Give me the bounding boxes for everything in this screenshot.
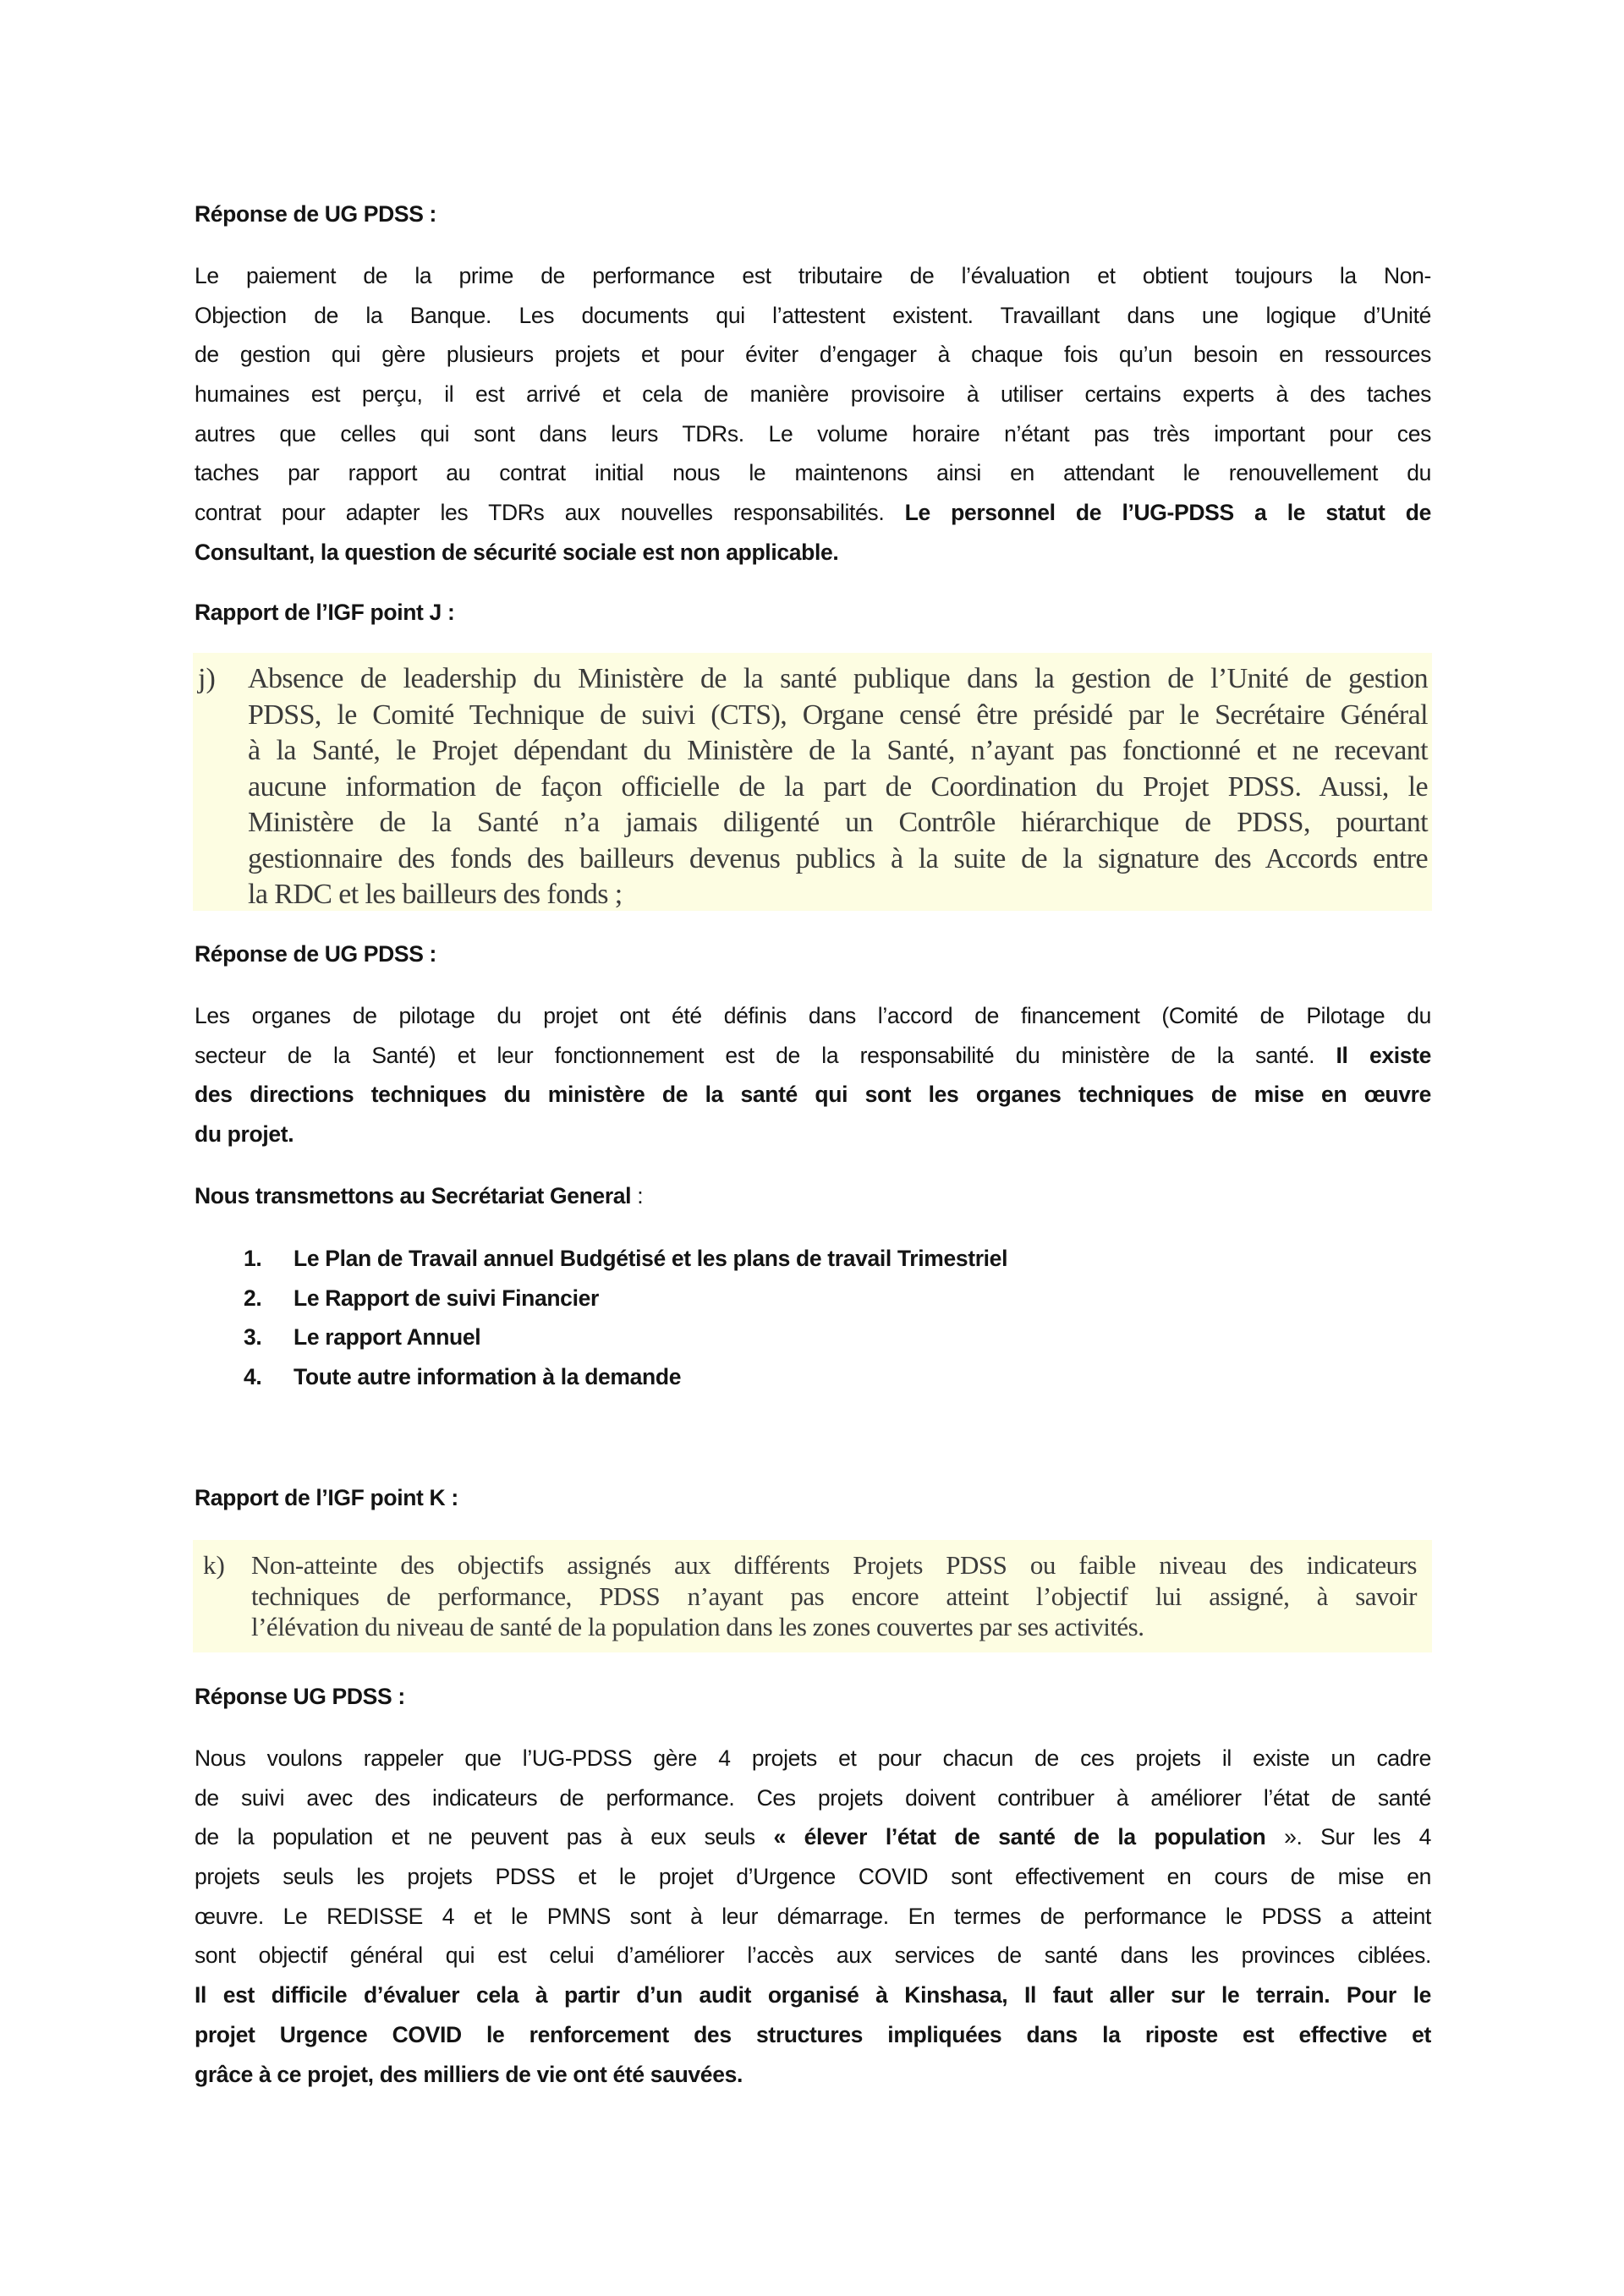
- text-line: [195, 256, 1431, 296]
- excerpt-line: Non-atteinte des objectifs assignés aux différents Projets PDSS ou faible niveau des indicateurs: [251, 1550, 1417, 1580]
- heading-response-2: Réponse de UG PDSS :: [195, 941, 437, 967]
- list-number: 3.: [244, 1324, 262, 1351]
- excerpt-line: la RDC et les bailleurs des fonds ;: [248, 879, 623, 910]
- text-line: [195, 335, 1431, 375]
- paragraph-response-2: [195, 996, 1431, 1154]
- excerpt-line: PDSS, le Comité Technique de suivi (CTS), Organe censé être présidé par le Secrétaire Général: [248, 699, 1428, 731]
- text: œuvre. Le REDISSE 4 et le PMNS sont à leur démarrage. En termes de performance le PDSS a atteint: [195, 1903, 1431, 1929]
- bold-text: grâce à ce projet, des milliers de vie ont été sauvées.: [195, 2061, 743, 2087]
- bold-text: du projet.: [195, 1121, 294, 1148]
- list-item: [244, 1318, 1343, 1357]
- text-line: [195, 533, 1431, 573]
- excerpt-text: [251, 1550, 1417, 1643]
- transmit-intro-colon: :: [631, 1183, 644, 1208]
- text: contrat pour adapter les TDRs aux nouvelles responsabilités.: [195, 500, 905, 526]
- excerpt-line: l’élévation du niveau de santé de la population dans les zones couvertes par ses activités.: [251, 1612, 1144, 1641]
- igf-excerpt-k: [193, 1540, 1432, 1652]
- text-line: [195, 1936, 1431, 1975]
- text-line: [195, 2015, 1431, 2055]
- list-item: [244, 1279, 1343, 1318]
- text: taches par rapport au contrat initial nous le maintenons ainsi en attendant le renouvellement du: [195, 460, 1431, 486]
- text: secteur de la Santé) et leur fonctionnement est de la responsabilité du ministère de la santé.: [195, 1042, 1336, 1068]
- text-line: [195, 1778, 1431, 1818]
- list-text: Toute autre information à la demande: [294, 1364, 682, 1390]
- text-line: [195, 1036, 1431, 1076]
- text-line: [195, 996, 1431, 1036]
- text-line: [195, 296, 1431, 336]
- excerpt-line: aucune information de façon officielle de la part de Coordination du Projet PDSS. Aussi, le: [248, 770, 1428, 803]
- bold-text: des directions techniques du ministère de la santé qui sont les organes techniques de mise en œuvre: [195, 1082, 1431, 1108]
- list-text: Le Rapport de suivi Financier: [294, 1285, 599, 1311]
- text: Objection de la Banque. Les documents qui l’attestent existent. Travaillant dans une logique d’Unité: [195, 302, 1431, 328]
- transmit-intro: [195, 1176, 1431, 1216]
- text: de suivi avec des indicateurs de performance. Ces projets doivent contribuer à améliorer l’état de santé: [195, 1784, 1431, 1811]
- list-item: [244, 1357, 1343, 1397]
- list-number: 2.: [244, 1285, 262, 1311]
- excerpt-line: Ministère de la Santé n’a jamais diligenté un Contrôle hiérarchique de PDSS, pourtant: [248, 807, 1428, 838]
- text-line: [195, 1115, 1431, 1154]
- bold-text: projet Urgence COVID le renforcement des structures impliquées dans la riposte est effective et: [195, 2021, 1431, 2047]
- excerpt-label: j): [198, 663, 216, 694]
- text: Les organes de pilotage du projet ont été définis dans l’accord de financement (Comité de Pilotage du: [195, 1003, 1431, 1028]
- transmit-intro-text: Nous transmettons au Secrétariat General: [195, 1183, 632, 1208]
- text: Le paiement de la prime de performance est tributaire de l’évaluation et obtient toujours la Non-: [195, 263, 1431, 288]
- text-line: [195, 1897, 1431, 1937]
- list-number: 1.: [244, 1246, 262, 1271]
- igf-excerpt-j: [193, 653, 1432, 911]
- excerpt-line: Absence de leadership du Ministère de la santé publique dans la gestion de l’Unité de gestion: [248, 663, 1428, 694]
- heading-response-1: Réponse de UG PDSS :: [195, 201, 437, 227]
- text-line: [195, 414, 1431, 454]
- bold-text: Il est difficile d’évaluer cela à partir d’un audit organisé à Kinshasa, Il faut aller sur le terrain. Pour le: [195, 1982, 1431, 2008]
- text-line: [195, 493, 1431, 533]
- text-line: [195, 1857, 1431, 1897]
- list-text: Le Plan de Travail annuel Budgétisé et les plans de travail Trimestriel: [294, 1246, 1008, 1271]
- bold-text: Il existe: [1336, 1042, 1431, 1068]
- excerpt-text: [248, 661, 1428, 913]
- bold-text: Consultant, la question de sécurité sociale est non applicable.: [195, 539, 839, 565]
- text: ». Sur les 4: [1265, 1824, 1431, 1850]
- list-item: [244, 1239, 1343, 1279]
- excerpt-line: gestionnaire des fonds des bailleurs devenus publics à la suite de la signature des Accords entre: [248, 842, 1428, 874]
- text-line: [195, 453, 1431, 493]
- heading-igf-point-k: Rapport de l’IGF point K :: [195, 1485, 458, 1510]
- text: de la population et ne peuvent pas à eux seuls: [195, 1824, 774, 1850]
- text: autres que celles qui sont dans leurs TDRs. Le volume horaire n’étant pas très important pour ces: [195, 420, 1431, 447]
- text: humaines est perçu, il est arrivé et cela de manière provisoire à utiliser certains experts à des taches: [195, 381, 1431, 408]
- heading-response-3: Réponse UG PDSS :: [195, 1684, 405, 1709]
- list-number: 4.: [244, 1364, 262, 1390]
- paragraph-response-1: [195, 256, 1431, 573]
- paragraph-response-3: [195, 1739, 1431, 2094]
- list-text: Le rapport Annuel: [294, 1324, 481, 1351]
- text: de gestion qui gère plusieurs projets et pour éviter d’engager à chaque fois qu’un besoin en ressources: [195, 342, 1431, 368]
- text-line: [195, 1739, 1431, 1778]
- text-line: [195, 1075, 1431, 1115]
- text-line: [195, 375, 1431, 414]
- text-line: [195, 2055, 1431, 2095]
- text-line: [195, 1817, 1431, 1857]
- excerpt-line: techniques de performance, PDSS n’ayant pas encore atteint l’objectif lui assigné, à savoir: [251, 1581, 1417, 1611]
- bold-text: « élever l’état de santé de la population: [773, 1824, 1266, 1850]
- excerpt-line: à la Santé, le Projet dépendant du Ministère de la Santé, n’ayant pas fonctionné et ne recevant: [248, 735, 1428, 766]
- text: Nous voulons rappeler que l’UG-PDSS gère 4 projets et pour chacun de ces projets il existe un cadre: [195, 1745, 1431, 1771]
- text: sont objectif général qui est celui d’améliorer l’accès aux services de santé dans les provinces ciblées.: [195, 1943, 1431, 1969]
- excerpt-label: k): [203, 1550, 225, 1580]
- bold-text: Le personnel de l’UG-PDSS a le statut de: [904, 500, 1431, 526]
- heading-igf-point-j: Rapport de l’IGF point J :: [195, 600, 455, 625]
- text: projets seuls les projets PDSS et le projet d’Urgence COVID sont effectivement en cours de mise en: [195, 1864, 1431, 1890]
- transmitted-documents-list: [244, 1239, 1343, 1397]
- text-line: [195, 1975, 1431, 2015]
